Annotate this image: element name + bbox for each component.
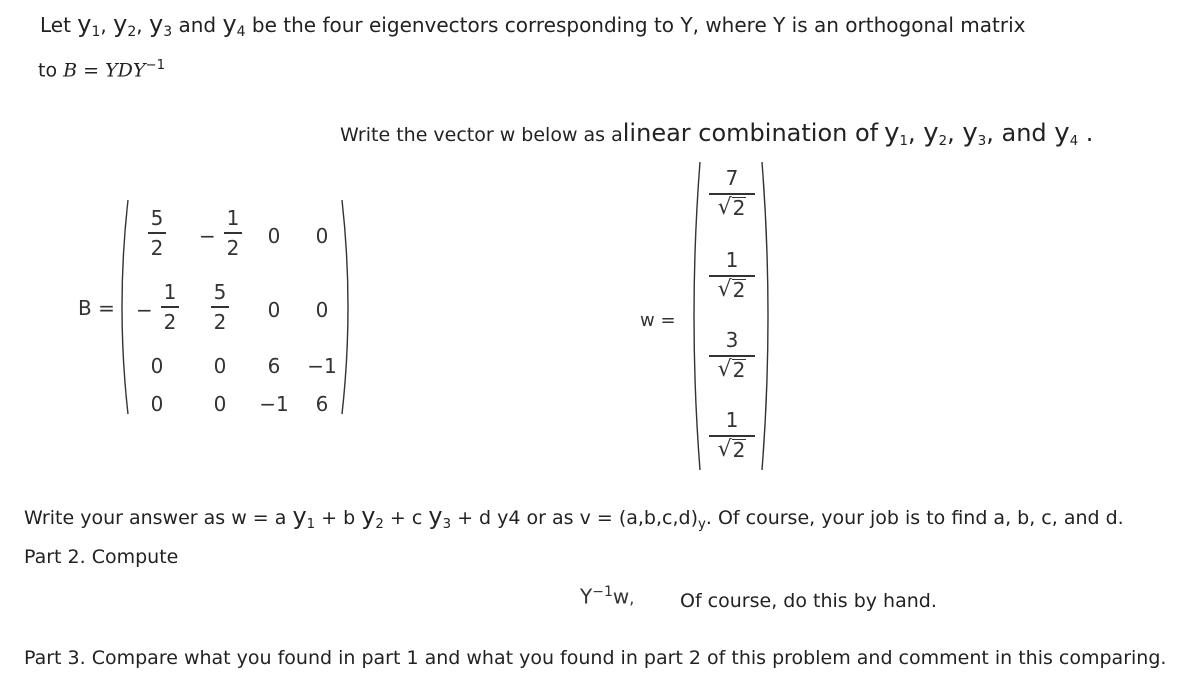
b-r3-c1: 0 bbox=[150, 354, 164, 378]
b-r4-c4: 6 bbox=[315, 392, 329, 416]
b-r4-c3: −1 bbox=[259, 392, 289, 416]
part2-heading: Part 2. Compute bbox=[24, 546, 179, 568]
vector-w-label: w = bbox=[640, 310, 676, 331]
w-entry-3: 3 √ 2 bbox=[692, 328, 772, 381]
w-entry-4: 1 √ 2 bbox=[692, 408, 772, 461]
b-r1-c3: 0 bbox=[267, 224, 281, 248]
w-entry-1: 7 √ 2 bbox=[692, 166, 772, 219]
b-r1-c4: 0 bbox=[315, 224, 329, 248]
part2-expression: $Y^{-1}w$, bbox=[580, 584, 635, 609]
b-r3-c2: 0 bbox=[213, 354, 227, 378]
b-r2-c1: − 1 2 bbox=[140, 280, 200, 334]
instruction-line: Write the vector w below as alinear combination of $y_1$, $y_2$, $y_3$, and $y_4$ . bbox=[340, 118, 1094, 149]
w-entry-2: 1 √ 2 bbox=[692, 248, 772, 301]
b-r2-c2: 5 2 bbox=[190, 280, 250, 334]
b-r4-c2: 0 bbox=[213, 392, 227, 416]
part2-note: Of course, do this by hand. bbox=[680, 590, 937, 612]
part3-text: Part 3. Compare what you found in part 1 and what you found in part 2 of this problem and comment in this comparing. bbox=[24, 647, 1167, 669]
definition-line: to $B = YDY^{-1}$ bbox=[38, 58, 166, 82]
b-r3-c4: −1 bbox=[307, 354, 337, 378]
intro-line: Let $y_1$, $y_2$, $y_3$ and $y_4$ be the four eigenvectors corresponding to Y, where Y is an orthogonal matrix bbox=[40, 10, 1026, 41]
b-r1-c1: 5 2 bbox=[127, 206, 187, 260]
b-r4-c1: 0 bbox=[150, 392, 164, 416]
answer-instructions: Write your answer as w = a $y_1 + b$ $y_2 + c$ $y_3 + d$ y4 or as $v = (a,b,c,d)_y$. Of course, your job is to find a, b, c, and d. bbox=[24, 502, 1124, 532]
b-r2-c3: 0 bbox=[267, 298, 281, 322]
b-r1-c2: − 1 2 bbox=[203, 206, 263, 260]
matrix-b-label: B = bbox=[78, 296, 115, 320]
b-r3-c3: 6 bbox=[267, 354, 281, 378]
b-r2-c4: 0 bbox=[315, 298, 329, 322]
